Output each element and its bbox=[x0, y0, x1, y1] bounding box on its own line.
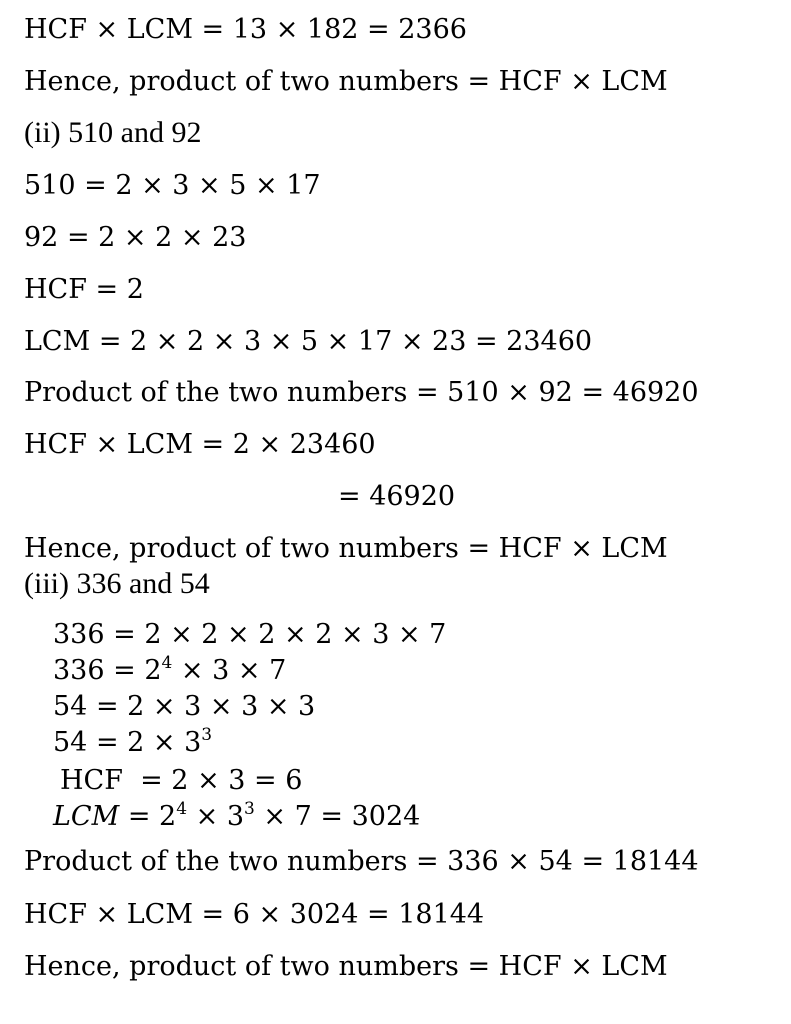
part-iii-lcm-rest: × 7 = 3024 bbox=[254, 801, 421, 832]
part-iii-lcm-exponent-1: 4 bbox=[176, 799, 188, 819]
part-ii-product: Product of the two numbers = 510 × 92 = 46920 bbox=[24, 377, 699, 408]
part-ii-factorization-510: 510 = 2 × 3 × 5 × 17 bbox=[24, 170, 321, 201]
part-iii-54-power-left: 54 = 2 × 3 bbox=[53, 727, 202, 758]
part-ii-hcf-times-lcm: HCF × LCM = 2 × 23460 bbox=[24, 429, 376, 460]
part-ii-lcm: LCM = 2 × 2 × 3 × 5 × 17 × 23 = 23460 bbox=[24, 326, 593, 357]
part-ii-factorization-92: 92 = 2 × 2 × 23 bbox=[24, 222, 247, 253]
part-ii-hcf: HCF = 2 bbox=[24, 274, 144, 305]
part-ii-heading: (ii) 510 and 92 bbox=[24, 116, 202, 149]
part-iii-336-power-left: 336 = 2 bbox=[53, 655, 162, 686]
part-iii-product: Product of the two numbers = 336 × 54 = 18144 bbox=[24, 846, 699, 877]
part-iii-336-power-right: × 3 × 7 bbox=[172, 655, 287, 686]
part-ii-conclusion: Hence, product of two numbers = HCF × LCM bbox=[24, 533, 668, 564]
part-iii-lcm-eq: = 2 bbox=[119, 801, 177, 832]
part-ii-hcf-times-lcm-result: = 46920 bbox=[338, 481, 456, 512]
part-iii-factorization-336: 336 = 2 × 2 × 2 × 2 × 3 × 7 bbox=[53, 619, 447, 650]
part-iii-hcf: HCF = 2 × 3 = 6 bbox=[60, 765, 303, 796]
part-iii-heading: (iii) 336 and 54 bbox=[24, 567, 210, 600]
part-iii-hcf-times-lcm: HCF × LCM = 6 × 3024 = 18144 bbox=[24, 899, 485, 930]
part-i-conclusion: Hence, product of two numbers = HCF × LCM bbox=[24, 66, 668, 97]
part-iii-factorization-54: 54 = 2 × 3 × 3 × 3 bbox=[53, 691, 316, 722]
part-iii-54-power-exponent: 3 bbox=[201, 725, 213, 745]
part-iii-factorization-54-power bbox=[53, 725, 213, 758]
part-iii-lcm-label: LCM bbox=[53, 801, 120, 832]
part-iii-lcm-exponent-2: 3 bbox=[244, 799, 255, 819]
part-iii-factorization-336-power bbox=[53, 653, 287, 686]
part-iii-lcm bbox=[53, 799, 421, 832]
part-iii-conclusion: Hence, product of two numbers = HCF × LCM bbox=[24, 951, 668, 982]
part-iii-lcm-mid: × 3 bbox=[187, 801, 244, 832]
part-iii-336-power-exponent: 4 bbox=[161, 653, 173, 673]
part-i-hcf-times-lcm: HCF × LCM = 13 × 182 = 2366 bbox=[24, 14, 467, 45]
